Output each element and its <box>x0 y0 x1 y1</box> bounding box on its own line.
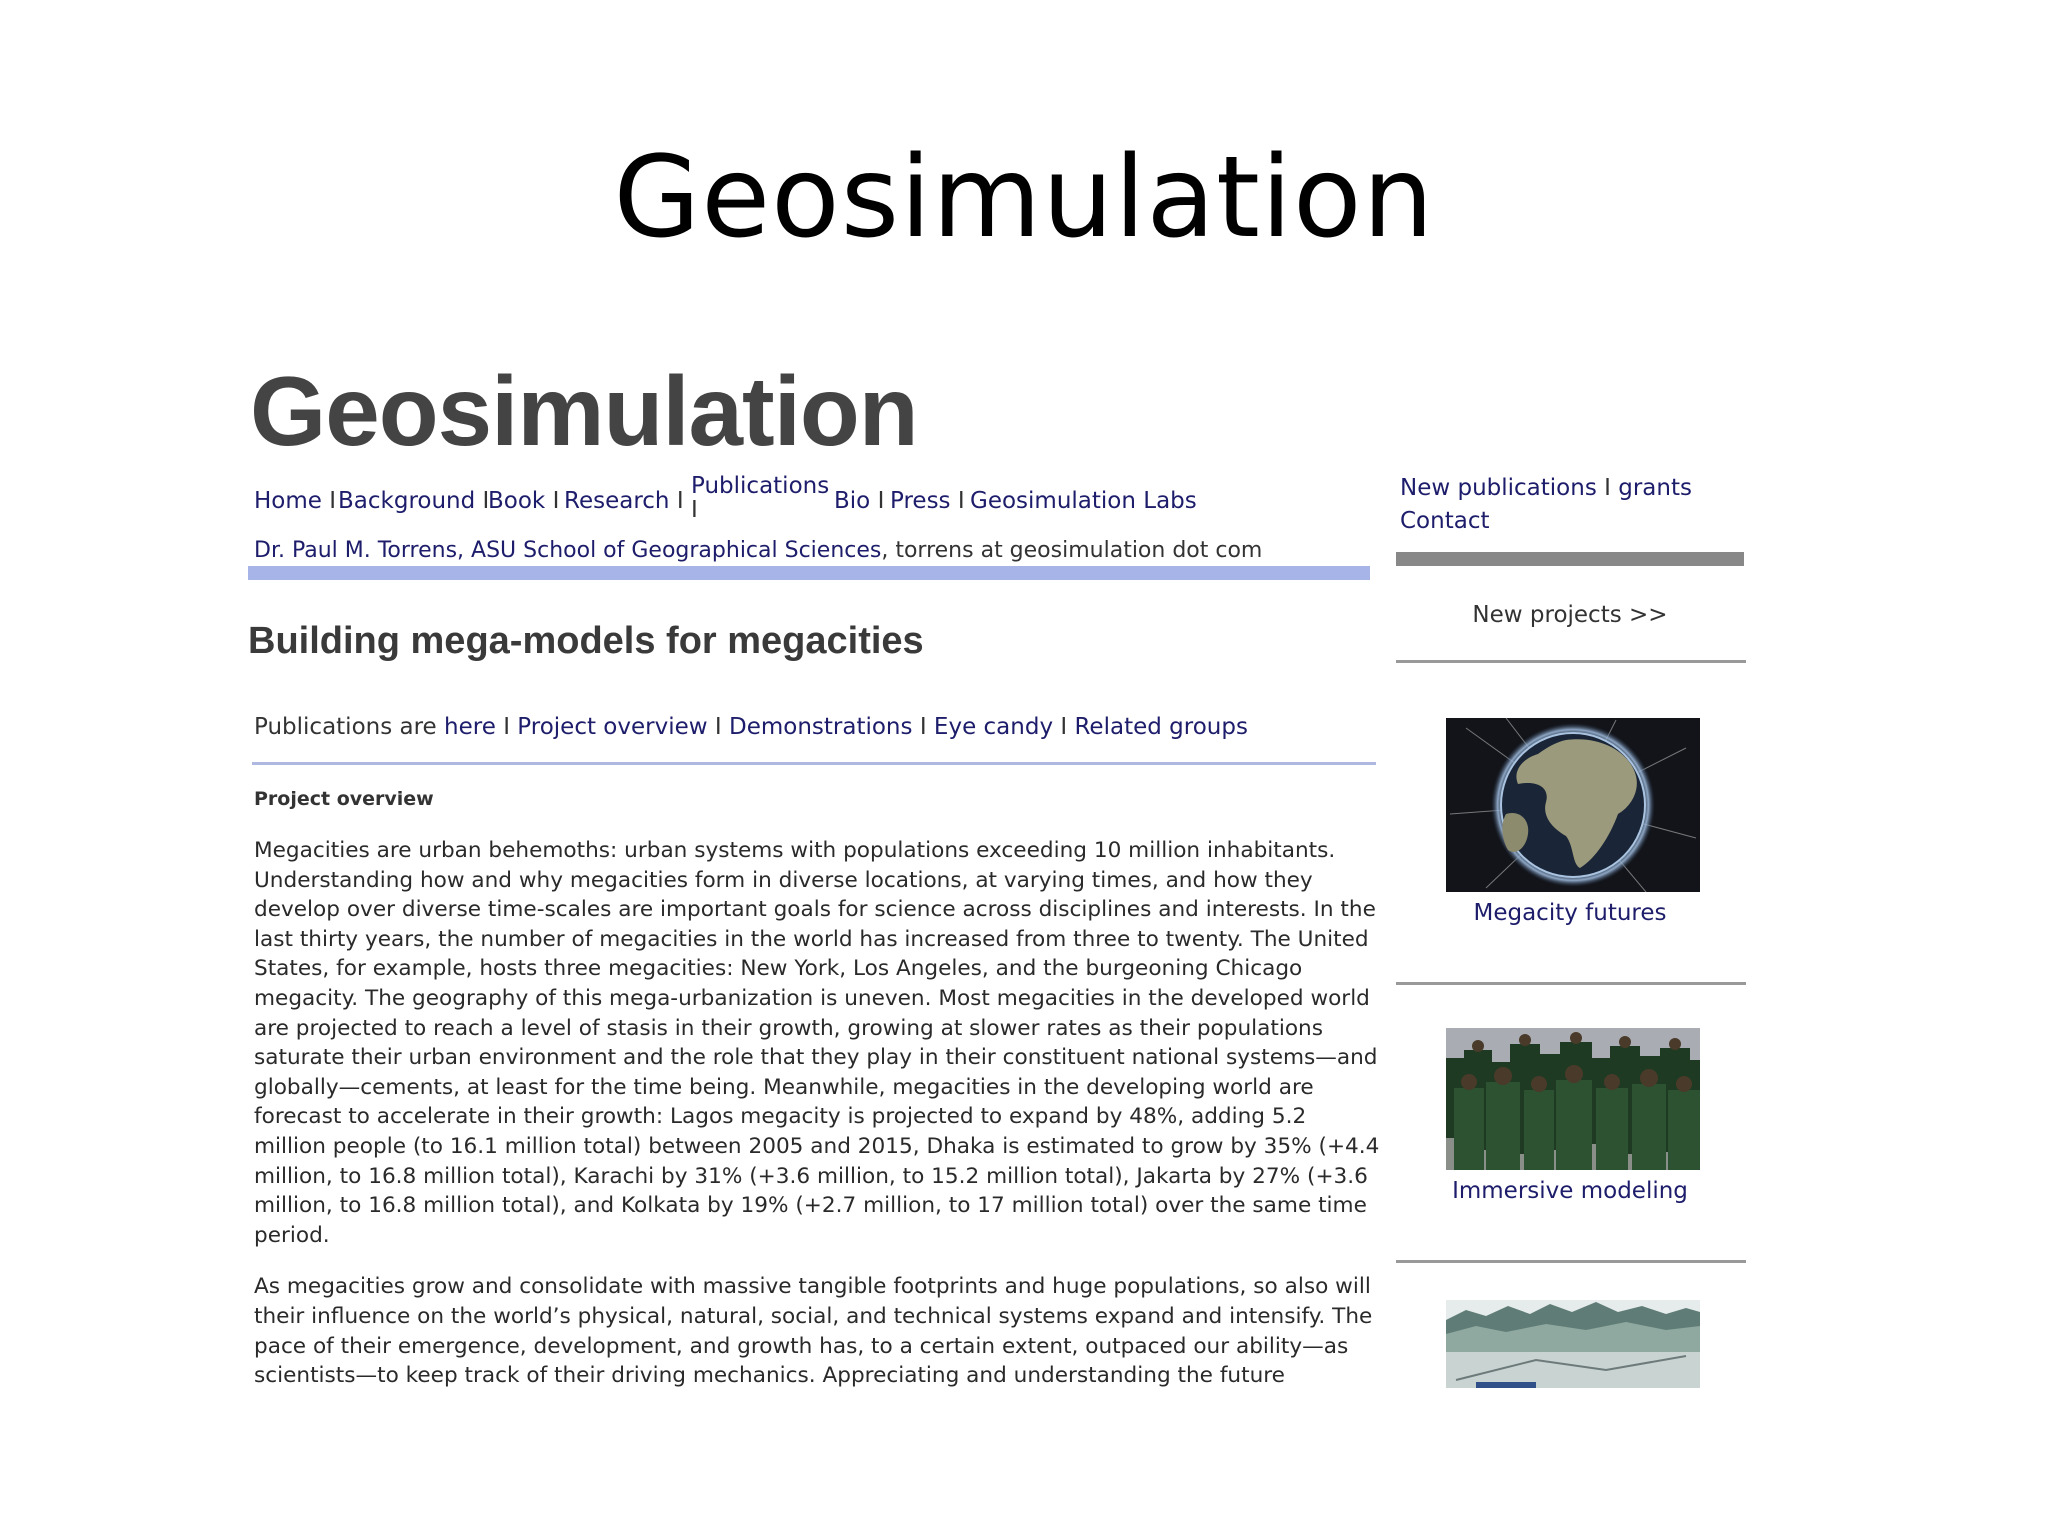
nav-background-wrap <box>338 488 489 514</box>
site-logo[interactable]: Geosimulation <box>250 356 918 466</box>
nav-separator: I <box>676 488 684 514</box>
megacity-futures-globe-image[interactable] <box>1446 718 1700 892</box>
nav-separator: I <box>482 488 490 514</box>
nav-publications-link[interactable]: Publications <box>691 473 830 499</box>
nav-press-link[interactable]: Press <box>890 488 951 514</box>
subnav-prefix: Publications are <box>254 714 445 740</box>
landscape-image-svg <box>1446 1300 1700 1390</box>
subnav-separator: I <box>714 714 722 740</box>
landscape-image[interactable] <box>1446 1300 1700 1390</box>
immersive-modeling-caption[interactable]: Immersive modeling <box>1452 1178 1688 1204</box>
article-paragraph-1: Megacities are urban behemoths: urban systems with populations exceeding 10 million inhabitants. Understanding how and why megacities form in diverse locations, at varying times, and how they develop over diverse time-scales are important goals for science across disciplines and interests. In the last thirty years, the number of megacities in the world has increased from three to twenty. The United States, for example, hosts three megacities: New York, Los Angeles, and the burgeoning Chicago megacity. The geography of this mega-urbanization is uneven. Most megacities in the developed world are projected to reach a level of stasis in their growth, growing at slower rates as their populations saturate their urban environment and the role that they play in their constituent national systems—and globally—cements, at least for the time being. Meanwhile, megacities in the developing world are forecast to accelerate in their growth: Lagos megacity is projected to expand by 48%, adding 5.2 million people (to 16.1 million total) between 2005 and 2015, Dhaka is estimated to grow by 35% (+4.4 million, to 16.8 million total), Karachi by 31% (+3.6 million, to 15.2 million total), Jakarta by 27% (+3.6 million, to 16.8 million total), and Kolkata by 19% (+2.7 million, to 17 million total) over the same time period. <box>254 838 1380 1248</box>
subnav-separator: I <box>1060 714 1068 740</box>
page-subnav <box>254 714 1248 740</box>
globe-image <box>1446 718 1700 892</box>
website-screenshot <box>246 352 1764 1392</box>
nav-bio-link[interactable]: Bio <box>834 488 871 514</box>
nav-separator: I <box>877 488 885 514</box>
sidebar-divider <box>1396 660 1746 663</box>
nav-home-link[interactable]: Home <box>254 488 322 514</box>
subnav-project-overview-link[interactable]: Project overview <box>517 714 708 740</box>
sidebar-gray-bar <box>1396 552 1744 566</box>
nav-bio-wrap <box>834 488 884 514</box>
nav-separator: I <box>957 488 965 514</box>
new-projects-link[interactable]: New projects >> <box>1472 602 1668 628</box>
content-divider <box>252 762 1376 765</box>
affiliation-email: , torrens at geosimulation dot com <box>881 538 1263 563</box>
nav-press-wrap <box>890 488 965 514</box>
megacity-futures-caption[interactable]: Megacity futures <box>1473 900 1667 926</box>
nav-book-wrap <box>488 488 559 514</box>
sidebar-separator: I <box>1604 475 1611 501</box>
sidebar-divider <box>1396 1260 1746 1263</box>
subnav-separator: I <box>503 714 510 740</box>
article-body <box>254 836 1382 1392</box>
nav-labs-link[interactable]: Geosimulation Labs <box>970 488 1197 514</box>
sidebar-top-links <box>1400 472 1740 538</box>
nav-separator: I <box>329 488 337 514</box>
section-heading: Project overview <box>254 788 434 810</box>
subnav-separator: I <box>919 714 927 740</box>
nav-book-link[interactable]: Book <box>488 488 546 514</box>
affiliation-link[interactable]: Dr. Paul M. Torrens, ASU School of Geographical Sciences <box>254 538 882 563</box>
subnav-here-link[interactable]: here <box>444 714 496 740</box>
article-paragraph-2: As megacities grow and consolidate with massive tangible footprints and huge populations, so also will their influence on the world’s physical, natural, social, and technical systems expand and intensify. The pace of their emergence, development, and growth has, to a certain extent, outpaced our ability—as scientists—to keep track of their driving mechanics. Appreciating and understanding the future <box>254 1274 1373 1389</box>
nav-publications-wrap <box>691 474 829 522</box>
immersive-modeling-crowd-image[interactable] <box>1446 1028 1700 1170</box>
subnav-eye-candy-link[interactable]: Eye candy <box>933 714 1054 740</box>
subnav-demonstrations-link[interactable]: Demonstrations <box>728 714 913 740</box>
main-nav <box>254 474 1374 534</box>
nav-home-wrap <box>254 488 336 514</box>
slide-title: Geosimulation <box>613 133 1435 263</box>
affiliation-line <box>254 538 1374 568</box>
nav-research-wrap <box>564 488 684 514</box>
new-publications-link[interactable]: New publications <box>1400 475 1597 501</box>
nav-background-link[interactable]: Background <box>338 488 476 514</box>
nav-labs-wrap <box>970 488 1197 514</box>
screenshot-bottom-edge <box>246 1388 1764 1392</box>
crowd-image <box>1446 1028 1700 1170</box>
page-headline: Building mega-models for megacities <box>248 620 924 662</box>
contact-link[interactable]: Contact <box>1400 508 1490 534</box>
grants-link[interactable]: grants <box>1618 475 1692 501</box>
nav-separator: I <box>691 497 698 523</box>
nav-separator: I <box>552 488 560 514</box>
sidebar-divider <box>1396 982 1746 985</box>
nav-research-link[interactable]: Research <box>564 488 670 514</box>
subnav-related-groups-link[interactable]: Related groups <box>1074 714 1248 740</box>
header-blue-bar <box>248 566 1370 580</box>
